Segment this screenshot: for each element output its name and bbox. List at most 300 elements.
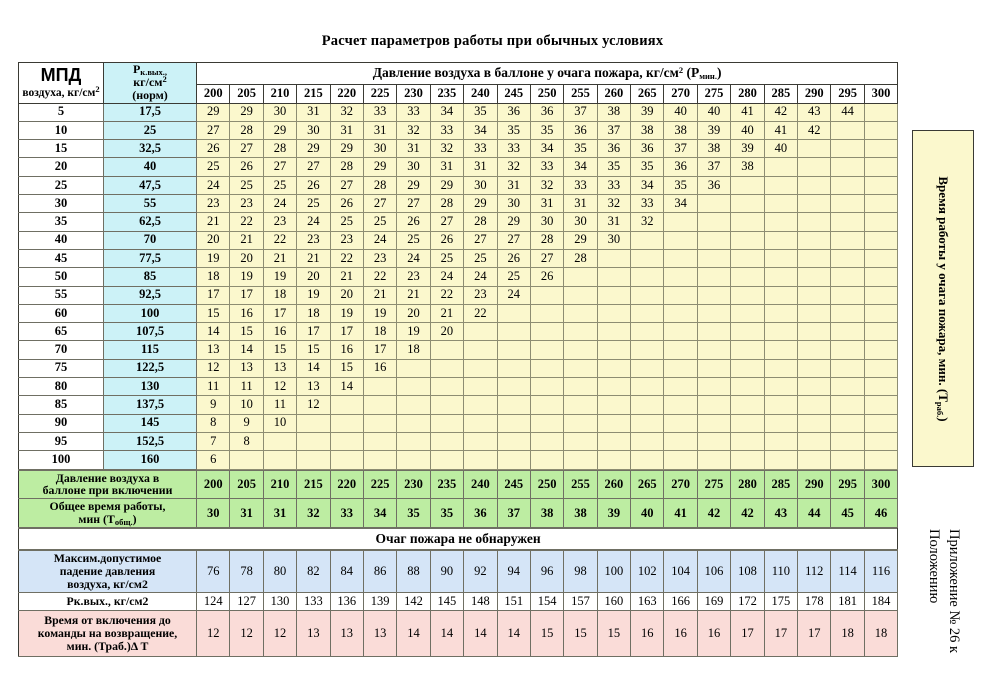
cell-total-time: 43	[764, 499, 797, 528]
cell-time-to-return: 17	[764, 611, 797, 657]
cell-work-time: 31	[330, 121, 363, 139]
cell-work-time	[864, 103, 897, 121]
cell-work-time	[597, 268, 630, 286]
cell-total-time: 35	[430, 499, 463, 528]
cell-time-to-return: 15	[530, 611, 563, 657]
cell-work-time: 29	[430, 176, 463, 194]
cell-work-time	[697, 359, 730, 377]
cell-work-time: 43	[798, 103, 831, 121]
cell-pressure-at-start: 295	[831, 470, 864, 499]
cell-work-time: 22	[430, 286, 463, 304]
cell-work-time: 21	[363, 286, 396, 304]
cell-work-time	[664, 341, 697, 359]
cell-work-time	[631, 304, 664, 322]
cell-work-time: 38	[631, 121, 664, 139]
cell-time-to-return: 18	[831, 611, 864, 657]
cell-work-time: 23	[330, 231, 363, 249]
cell-work-time	[831, 323, 864, 341]
cell-mpd: 50	[19, 268, 104, 286]
cell-work-time	[464, 451, 497, 469]
cell-total-time: 37	[497, 499, 530, 528]
cell-work-time	[464, 396, 497, 414]
cell-work-time	[664, 249, 697, 267]
cell-work-time	[631, 414, 664, 432]
cell-pk-vyh: 32,5	[104, 140, 197, 158]
cell-work-time: 28	[464, 213, 497, 231]
cell-pk-vyh-row: 124	[197, 593, 230, 611]
cell-total-time: 38	[530, 499, 563, 528]
cell-work-time: 31	[597, 213, 630, 231]
cell-work-time	[631, 231, 664, 249]
cell-work-time: 20	[197, 231, 230, 249]
cell-work-time: 30	[363, 140, 396, 158]
cell-work-time	[731, 286, 764, 304]
table-row	[19, 158, 898, 176]
cell-pk-vyh: 122,5	[104, 359, 197, 377]
cell-work-time: 29	[363, 158, 396, 176]
green-label-line-1: Давление воздуха в	[55, 470, 160, 485]
cell-work-time: 17	[230, 286, 263, 304]
cell-work-time	[864, 323, 897, 341]
cell-work-time: 40	[764, 140, 797, 158]
cell-work-time: 30	[597, 231, 630, 249]
cell-work-time: 20	[297, 268, 330, 286]
cell-work-time: 26	[430, 231, 463, 249]
cell-pk-vyh: 152,5	[104, 432, 197, 450]
total-time-table	[18, 470, 898, 529]
cell-work-time	[397, 432, 430, 450]
table-row	[19, 231, 898, 249]
header-pk-line2: $кг/см^2$	[133, 74, 167, 90]
cell-work-time: 36	[631, 140, 664, 158]
pk-vyh-row-row	[19, 593, 898, 611]
cell-work-time	[831, 268, 864, 286]
cell-work-time	[798, 378, 831, 396]
cell-work-time	[664, 359, 697, 377]
cell-work-time: 23	[263, 213, 296, 231]
cell-work-time	[764, 231, 797, 249]
cell-pk-vyh-row: 145	[430, 593, 463, 611]
cell-work-time	[664, 286, 697, 304]
cell-work-time: 29	[564, 231, 597, 249]
cell-work-time	[530, 432, 563, 450]
cell-work-time	[697, 231, 730, 249]
header-row-top	[19, 63, 898, 85]
cell-max-pressure-drop: 88	[397, 551, 430, 593]
cell-total-time: 41	[664, 499, 697, 528]
appendix-line-1: Приложение № 26 к	[946, 529, 962, 654]
appendix-caption	[918, 527, 980, 695]
cell-work-time: 33	[597, 176, 630, 194]
cell-pk-vyh-row: 157	[564, 593, 597, 611]
cell-work-time	[530, 359, 563, 377]
cell-work-time	[664, 304, 697, 322]
table-row	[19, 414, 898, 432]
cell-work-time	[697, 341, 730, 359]
cell-work-time	[731, 432, 764, 450]
cell-time-to-return: 14	[497, 611, 530, 657]
cell-max-pressure-drop: 116	[864, 551, 897, 593]
cell-work-time	[831, 304, 864, 322]
cell-work-time	[831, 176, 864, 194]
cell-work-time: 39	[731, 140, 764, 158]
cell-pk-vyh: 92,5	[104, 286, 197, 304]
cell-work-time: 24	[464, 268, 497, 286]
cell-work-time	[564, 341, 597, 359]
cell-work-time	[798, 414, 831, 432]
cell-work-time	[464, 414, 497, 432]
cell-pk-vyh: 70	[104, 231, 197, 249]
cell-work-time	[864, 121, 897, 139]
cell-mpd: 65	[19, 323, 104, 341]
cell-pk-vyh: 25	[104, 121, 197, 139]
cell-time-to-return: 17	[731, 611, 764, 657]
cell-total-time: 46	[864, 499, 897, 528]
cell-work-time	[864, 396, 897, 414]
cell-work-time: 32	[530, 176, 563, 194]
cell-mpd: 60	[19, 304, 104, 322]
cell-pk-vyh-row: 160	[597, 593, 630, 611]
cell-work-time	[530, 396, 563, 414]
cell-work-time	[798, 268, 831, 286]
cell-work-time	[664, 414, 697, 432]
cell-work-time: 25	[397, 231, 430, 249]
cell-work-time	[297, 432, 330, 450]
cell-work-time	[764, 323, 797, 341]
cell-work-time	[263, 451, 296, 469]
cell-work-time: 38	[731, 158, 764, 176]
cell-pk-vyh-row: 154	[530, 593, 563, 611]
cell-work-time	[697, 432, 730, 450]
cell-work-time: 32	[430, 140, 463, 158]
cell-pressure-at-start: 245	[497, 470, 530, 499]
column-header-pressure: 215	[297, 84, 330, 103]
cell-time-to-return: 13	[330, 611, 363, 657]
cell-work-time: 32	[631, 213, 664, 231]
cell-work-time: 26	[197, 140, 230, 158]
table-row	[19, 140, 898, 158]
cell-work-time	[631, 359, 664, 377]
cell-work-time	[497, 341, 530, 359]
column-header-pressure: 200	[197, 84, 230, 103]
cell-work-time: 31	[430, 158, 463, 176]
tables-wrapper	[18, 62, 898, 657]
cell-work-time: 32	[497, 158, 530, 176]
cell-work-time	[464, 323, 497, 341]
cell-work-time	[631, 286, 664, 304]
cell-total-time: 30	[197, 499, 230, 528]
cell-mpd: 90	[19, 414, 104, 432]
cell-work-time	[764, 249, 797, 267]
cell-work-time	[397, 359, 430, 377]
cell-time-to-return: 18	[864, 611, 897, 657]
cell-mpd: 25	[19, 176, 104, 194]
cell-work-time: 8	[230, 432, 263, 450]
cell-work-time	[397, 414, 430, 432]
column-header-pressure: 230	[397, 84, 430, 103]
cell-time-to-return: 14	[397, 611, 430, 657]
cell-work-time	[731, 231, 764, 249]
cell-work-time: 30	[263, 103, 296, 121]
cell-work-time: 37	[697, 158, 730, 176]
cell-pressure-at-start: 230	[397, 470, 430, 499]
cell-time-to-return: 12	[230, 611, 263, 657]
column-header-pressure: 295	[831, 84, 864, 103]
cell-max-pressure-drop: 104	[664, 551, 697, 593]
cell-work-time: 17	[330, 323, 363, 341]
cell-work-time: 19	[263, 268, 296, 286]
cell-total-time: 36	[464, 499, 497, 528]
cell-work-time: 25	[263, 176, 296, 194]
cell-work-time	[497, 396, 530, 414]
cell-work-time	[798, 286, 831, 304]
cell-work-time	[831, 414, 864, 432]
cell-work-time: 33	[497, 140, 530, 158]
cell-work-time: 21	[263, 249, 296, 267]
table-row	[19, 378, 898, 396]
cell-work-time	[597, 359, 630, 377]
cell-work-time: 25	[430, 249, 463, 267]
cell-max-pressure-drop: 80	[263, 551, 296, 593]
cell-work-time: 38	[664, 121, 697, 139]
cell-work-time: 23	[397, 268, 430, 286]
cell-work-time: 8	[197, 414, 230, 432]
table-body	[19, 103, 898, 469]
cell-max-pressure-drop: 106	[697, 551, 730, 593]
cell-work-time: 18	[397, 341, 430, 359]
cell-work-time: 15	[330, 359, 363, 377]
cell-work-time: 28	[330, 158, 363, 176]
cell-work-time: 31	[564, 195, 597, 213]
column-header-pressure: 285	[764, 84, 797, 103]
column-header-pressure: 225	[363, 84, 396, 103]
cell-work-time	[831, 432, 864, 450]
cell-work-time: 27	[464, 231, 497, 249]
cell-work-time: 37	[664, 140, 697, 158]
cell-work-time	[330, 414, 363, 432]
cell-work-time	[731, 304, 764, 322]
label-pressure-at-start	[19, 470, 197, 499]
cell-work-time: 30	[530, 213, 563, 231]
cell-work-time	[564, 268, 597, 286]
cell-work-time: 34	[631, 176, 664, 194]
cell-work-time	[530, 323, 563, 341]
cell-work-time: 19	[230, 268, 263, 286]
column-header-pressure: 260	[597, 84, 630, 103]
return-params-table	[18, 550, 898, 657]
cell-work-time: 30	[464, 176, 497, 194]
column-header-pressure: 290	[798, 84, 831, 103]
cell-work-time	[864, 432, 897, 450]
cell-pressure-at-start: 235	[430, 470, 463, 499]
label-time-to-return	[19, 611, 197, 657]
cell-work-time	[831, 378, 864, 396]
cell-work-time: 28	[363, 176, 396, 194]
cell-work-time: 11	[230, 378, 263, 396]
cell-work-time: 28	[530, 231, 563, 249]
cell-work-time: 13	[230, 359, 263, 377]
label-line-3: воздуха, кг/см2	[67, 577, 148, 592]
cell-pressure-at-start: 205	[230, 470, 263, 499]
cell-work-time	[664, 396, 697, 414]
cell-work-time	[798, 359, 831, 377]
cell-work-time	[864, 341, 897, 359]
cell-work-time	[363, 432, 396, 450]
cell-work-time: 34	[430, 103, 463, 121]
cell-work-time: 23	[230, 195, 263, 213]
cell-mpd: 35	[19, 213, 104, 231]
cell-work-time	[597, 249, 630, 267]
cell-max-pressure-drop: 112	[798, 551, 831, 593]
column-header-pressure: 255	[564, 84, 597, 103]
cell-work-time: 29	[263, 121, 296, 139]
cell-pk-vyh: 100	[104, 304, 197, 322]
cell-pressure-at-start: 210	[263, 470, 296, 499]
cell-work-time	[597, 432, 630, 450]
cell-work-time: 25	[497, 268, 530, 286]
cell-max-pressure-drop: 100	[597, 551, 630, 593]
cell-work-time	[798, 249, 831, 267]
table-row	[19, 359, 898, 377]
cell-max-pressure-drop: 110	[764, 551, 797, 593]
cell-work-time	[798, 451, 831, 469]
cell-work-time: 14	[230, 341, 263, 359]
header-pk-line3: (норм)	[132, 88, 168, 103]
cell-work-time: 31	[464, 158, 497, 176]
cell-work-time: 29	[297, 140, 330, 158]
cell-pk-vyh-row: 139	[363, 593, 396, 611]
cell-work-time	[831, 286, 864, 304]
cell-work-time	[530, 451, 563, 469]
cell-work-time: 32	[597, 195, 630, 213]
cell-work-time: 12	[263, 378, 296, 396]
cell-work-time: 26	[497, 249, 530, 267]
cell-work-time: 38	[597, 103, 630, 121]
column-header-pressure: 265	[631, 84, 664, 103]
cell-work-time	[731, 396, 764, 414]
cell-work-time	[297, 451, 330, 469]
cell-pressure-at-start: 255	[564, 470, 597, 499]
cell-work-time	[464, 378, 497, 396]
cell-max-pressure-drop: 102	[631, 551, 664, 593]
column-header-pressure: 235	[430, 84, 463, 103]
cell-work-time	[464, 341, 497, 359]
cell-work-time: 31	[497, 176, 530, 194]
cell-time-to-return: 14	[430, 611, 463, 657]
cell-work-time: 36	[697, 176, 730, 194]
cell-work-time: 44	[831, 103, 864, 121]
cell-pk-vyh: 145	[104, 414, 197, 432]
column-header-pressure: 240	[464, 84, 497, 103]
cell-work-time: 36	[564, 121, 597, 139]
cell-work-time: 26	[230, 158, 263, 176]
cell-work-time: 14	[197, 323, 230, 341]
table-row	[19, 451, 898, 469]
cell-work-time	[597, 414, 630, 432]
cell-work-time	[697, 378, 730, 396]
cell-work-time: 33	[430, 121, 463, 139]
cell-work-time	[430, 378, 463, 396]
cell-work-time: 29	[197, 103, 230, 121]
green-body	[19, 470, 898, 528]
cell-work-time	[497, 451, 530, 469]
time-to-return-row	[19, 611, 898, 657]
cell-work-time: 31	[363, 121, 396, 139]
cell-work-time	[831, 231, 864, 249]
cell-total-time: 35	[397, 499, 430, 528]
cell-work-time	[864, 451, 897, 469]
cell-work-time	[864, 414, 897, 432]
cell-work-time	[597, 304, 630, 322]
cell-work-time	[230, 451, 263, 469]
cell-work-time: 17	[297, 323, 330, 341]
cell-total-time: 42	[697, 499, 730, 528]
cell-work-time: 18	[197, 268, 230, 286]
cell-work-time	[864, 378, 897, 396]
cell-work-time	[831, 213, 864, 231]
cell-work-time: 37	[564, 103, 597, 121]
cell-pk-vyh-row: 163	[631, 593, 664, 611]
cell-mpd: 55	[19, 286, 104, 304]
cell-pk-vyh-row: 130	[263, 593, 296, 611]
cell-work-time	[397, 451, 430, 469]
cell-total-time: 38	[564, 499, 597, 528]
cell-work-time	[731, 195, 764, 213]
page-title: Расчет параметров работы при обычных условиях	[321, 33, 664, 49]
cell-pk-vyh: 160	[104, 451, 197, 469]
cell-mpd: 95	[19, 432, 104, 450]
cell-work-time	[330, 432, 363, 450]
cell-work-time: 22	[464, 304, 497, 322]
cell-work-time: 35	[631, 158, 664, 176]
cell-work-time	[831, 195, 864, 213]
cell-max-pressure-drop: 94	[497, 551, 530, 593]
cell-work-time: 17	[197, 286, 230, 304]
cell-work-time: 10	[230, 396, 263, 414]
cell-work-time: 27	[263, 158, 296, 176]
cell-work-time	[764, 396, 797, 414]
cell-work-time: 16	[363, 359, 396, 377]
cell-pressure-at-start: 275	[697, 470, 730, 499]
cell-work-time: 32	[397, 121, 430, 139]
header-mpd-unit: воздуха, $кг/см^2$	[22, 84, 100, 100]
table-row	[19, 249, 898, 267]
cell-work-time: 30	[564, 213, 597, 231]
cell-pressure-at-start: 215	[297, 470, 330, 499]
cell-work-time: 24	[197, 176, 230, 194]
cell-total-time: 42	[731, 499, 764, 528]
table-row	[19, 103, 898, 121]
cell-work-time	[631, 268, 664, 286]
cell-max-pressure-drop: 78	[230, 551, 263, 593]
table-row	[19, 304, 898, 322]
cell-work-time	[731, 249, 764, 267]
cell-pressure-at-start: 265	[631, 470, 664, 499]
cell-total-time: 39	[597, 499, 630, 528]
cell-work-time	[430, 432, 463, 450]
cell-pk-vyh: 40	[104, 158, 197, 176]
no-fire-found-label: Очаг пожара не обнаружен	[19, 529, 898, 550]
cell-pk-vyh-row: 151	[497, 593, 530, 611]
cell-work-time: 35	[464, 103, 497, 121]
cell-pk-vyh-row: 148	[464, 593, 497, 611]
cell-work-time	[864, 359, 897, 377]
cell-work-time: 19	[397, 323, 430, 341]
table-row	[19, 195, 898, 213]
cell-work-time	[798, 304, 831, 322]
cell-mpd: 75	[19, 359, 104, 377]
cell-work-time	[564, 323, 597, 341]
